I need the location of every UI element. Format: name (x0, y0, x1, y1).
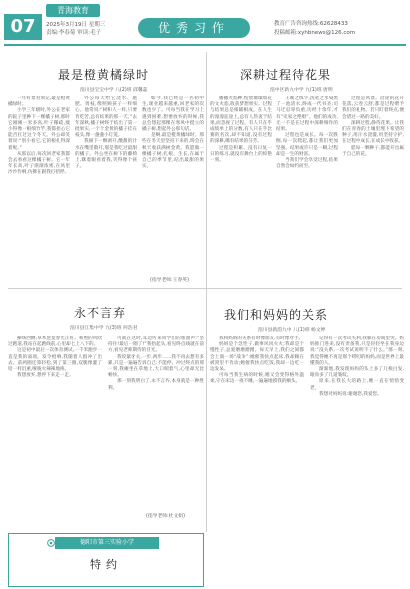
article-byline: 湟川县宝宝中学 八(2)班 邱馨蕊 (80, 88, 148, 93)
paragraph: 原来,在我长大的路上,她一直在悄悄变老。 (310, 379, 404, 391)
section-title: 优秀习作 (138, 18, 250, 38)
article-column (8, 96, 70, 282)
editor-line: 责编:李春菊 审读:毛子 (46, 30, 101, 36)
article-title: 我们和妈妈的关系 (224, 308, 329, 322)
paragraph: 我摘下一颗剥开,酸甜的汁水在嘴里散开,那是我吃过最甜的橘子。外公坐在树下的藤椅上,眯着眼看着我,笑得像个孩子。 (75, 139, 137, 170)
sponsor-box (8, 533, 204, 587)
issue-date: 2025年3月19日 星期三 (46, 22, 106, 28)
paragraph: 记得有一次考试失利,我躲在房间里哭。妈妈推门进来,没有责备我,只是轻轻坐在我身边说:“没关系,一次考试说明不了什么。”那一刻,我觉得她不再是那个唠叨的妈妈,而是世界上最懂我的人。 (310, 336, 404, 366)
paragraph: 如今,我已经是一名初中生,课业越来越重,回老家的次数也少了。可每当我在学习上遇到困难,想要放弃的时候,我总会想起那棵在寒风中挺立的橘子树,想起外公那句话。 (142, 96, 204, 133)
paragraph: 过程是积累。没有日复一日的练习,就没有舞台上的惊艳一刻。 (210, 145, 272, 164)
article-3 (8, 292, 204, 530)
teacher-note: (指导老师:王春英) (150, 278, 189, 283)
article-column (210, 96, 272, 282)
paragraph: 从那以后,每次回老家我都会去看看这棵橘子树。它一年年长高,叶子渐渐浓密,在风里沙沙作响,仿佛在跟我打招呼。 (8, 151, 70, 176)
sponsor-school-name: 德阳市第三实验小学 (55, 537, 159, 549)
contact-phone: 教育广告咨询热线:62628433 (274, 21, 348, 27)
article-byline: 湟川县江集中学 九(3)班 何浩君 (70, 326, 138, 331)
article-column (75, 96, 137, 282)
article-2 (210, 52, 404, 284)
paragraph: 妈妈是个急性子,做事风风火火;我却是个慢性子,总爱磨磨蹭蹭。每天早上,我们之间都会上演一场“战争”:她催我快点起床,我却赖在被窝里不肯动;她催我快点吃饭,我却一边吃一边发呆。 (210, 342, 304, 373)
masthead-divider (4, 44, 406, 46)
teacher-note: (指导老师:杜文娟) (146, 514, 185, 519)
paragraph: 愿每一颗种子,都能开出属于自己的花。 (342, 145, 404, 157)
newspaper-logo: 青海教育 (46, 4, 100, 17)
column-divider (206, 52, 207, 532)
paragraph: 过程是风景。沿途的花开花落,云卷云舒,都是过程赠予我们的礼物。若只盯着终点,便会错过一路的美好。 (342, 96, 404, 120)
school-emblem-icon (47, 539, 55, 547)
paragraph: 我咬紧牙关,一步,两步……我不再去想有多累,只是一遍遍告诉自己:不能停。冲过终点的那一刻,我瘫坐在草地上,大口喘着气,心里却无比畅快。 (108, 354, 204, 379)
article-title: 深耕过程待花果 (240, 68, 332, 82)
article-byline: 湟川县新韵九中 八(1)班 杨文婷 (258, 328, 326, 333)
paragraph: 我和妈妈的关系有时像朋友,有时像对手。 (219, 336, 304, 341)
paragraph: 当我们学会享受过程,结果自然会如约而至。 (276, 158, 338, 170)
sponsor-title: 特约 (90, 558, 122, 571)
page-number: 07 (4, 14, 42, 40)
article-column (310, 336, 404, 582)
paragraph: 操场西侧,草木葱茏春光正好。和煦的风吹过跑道,我站在起跑线前,心里却七上八下的。 (8, 336, 102, 348)
paragraph: 可就在这时,耳边传来同学们的加油声:“坚持住!最后一圈了!”我抬起头,看见终点线就在前方,看见老师期待的目光。 (108, 336, 204, 354)
paragraph: 我想放弃,想停下来走一走。 (17, 373, 74, 379)
section-divider (8, 288, 402, 289)
paragraph: 播撒火焰种,绽放璀璨如花的文火焰,收获梦想果实。过程与结果总是相辅相成。在人生的漫漫征途上,总有人热衷于结果,而忽视了过程。有人只在乎成绩单上的分数,有人只在乎比赛的名次,却不知道,没有过程的深耕,哪有结果的芬芳。 (210, 96, 272, 145)
article-title: 永不言弃 (74, 306, 127, 320)
article-column (210, 336, 304, 582)
article-column (276, 96, 338, 282)
paragraph: 是啊,最是橙黄橘绿时。那些在冬天里坚持下来的,终会在秋天收获满树金黄。我愿做一棵橘子树,扎根、生长,在属于自己的季节里,结出最甜的果实。 (142, 133, 204, 170)
paragraph: 渐渐地,我发现妈妈的头上多了几根白发,眼角多了几道皱纹。 (310, 367, 404, 379)
paragraph: 小学三年级时,外公在老家的院子里种下一棵橘子树,那时它刚刚一米多高,叶子稀疏,瘦小得像一根细竹竿,我都担心它能否扛过这个冬天。外公却笑着说:“别小看它,它的根扎得深着呢。” (8, 108, 70, 151)
paragraph: 深耕过程,静待花果。让我们在青春的土壤里埋下希望的种子,用汗水浇灌,用坚持守护,在过程中成长,在成长中收获。 (342, 120, 404, 145)
paragraph: 外公每天给它浇水、施肥、剪枝,像照顾孩子一样细心。他常说:“树和人一样,只要肯吃苦,总有结果的那一天。”去年深秋,橘子树终于结出了第一批果实,一个个金黄的橘子挂在枝头,像一盏盏小灯笼。 (75, 96, 137, 139)
article-column (108, 336, 204, 506)
article-4 (210, 292, 404, 586)
paragraph: 过程也是成长。每一次跌倒,每一次爬起,都让我们更加坚强。结果或许只是一瞬,过程却是一生的财富。 (276, 133, 338, 157)
paragraph: 可每当我生病的时候,她又会变得格外温柔,守在床边一夜不睡,一遍遍地摸我的额头。 (210, 373, 304, 385)
paragraph: 我想对妈妈说:谢谢您,我爱您。 (319, 391, 382, 397)
paragraph: 那一刻我明白了,永不言弃,本身就是一种胜利。 (108, 379, 204, 391)
contact-email: 投稿邮箱:xyhbnews@126.com (274, 30, 356, 36)
article-column (8, 336, 102, 526)
article-column (342, 96, 404, 282)
paragraph: 这是初中最后一次体育测试,一千米跑步一直是我的弱项。发令枪响,我随着人群冲了出去。前两圈还算轻松,到了第三圈,双腿像灌了铅一样沉重,喉咙火辣辣地疼。 (8, 348, 102, 373)
masthead (0, 0, 410, 46)
article-1 (8, 52, 204, 284)
article-column (142, 96, 204, 272)
paragraph: 王羲之练字,洗笔之水染黑了一池清水,终成一代书圣;司马迁忍辱负重,历经十余年,才有“史家之绝唱”。他们的成功,无一不是在过程中深耕细作的结果。 (276, 96, 338, 133)
paragraph: 一年好景君须记,最是橙黄橘绿时。 (8, 96, 70, 108)
article-title: 最是橙黄橘绿时 (58, 68, 150, 82)
article-byline: 湟中区新九中学 九(1)班 唐明 (270, 88, 333, 93)
